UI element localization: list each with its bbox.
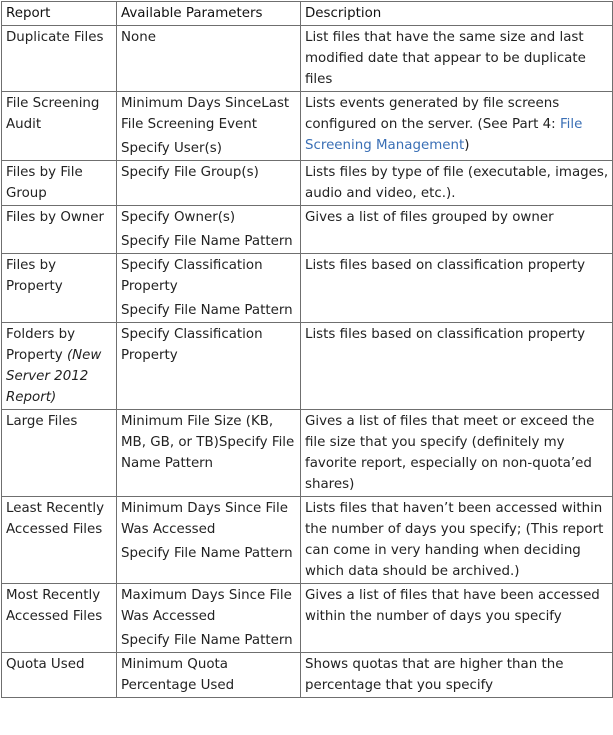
parameter-item: Specify File Name Pattern — [121, 546, 293, 561]
parameters-cell — [117, 323, 301, 410]
description-text: Lists files by type of file (executable, images, audio and video, etc.). — [305, 165, 609, 201]
report-name: Folders by Property — [6, 327, 76, 363]
description-cell — [301, 92, 613, 161]
parameter-item: Minimum File Size (KB, MB, GB, or TB)Specify File Name Pattern — [121, 414, 295, 471]
description-cell — [301, 584, 613, 653]
description-text: Gives a list of files that have been accessed within the number of days you specify — [305, 588, 600, 624]
parameter-item: Specify File Group(s) — [121, 165, 259, 180]
report-name: Files by Property — [6, 258, 63, 294]
report-cell — [2, 161, 117, 206]
table-row — [2, 323, 613, 410]
parameter-item: Minimum Days SinceLast File Screening Event — [121, 96, 290, 132]
report-note: (New Server 2012 Report) — [6, 348, 102, 405]
description-cell — [301, 26, 613, 92]
parameter-item: Specify Classification Property — [121, 258, 263, 294]
header-report: Report — [2, 2, 117, 26]
parameters-cell — [117, 26, 301, 92]
table-row — [2, 254, 613, 323]
table-row — [2, 410, 613, 497]
report-name: Large Files — [6, 414, 78, 429]
parameter-item: Specify Classification Property — [121, 327, 263, 363]
description-text: Shows quotas that are higher than the percentage that you specify — [305, 657, 564, 693]
report-cell — [2, 410, 117, 497]
description-text: Lists files that haven’t been accessed within the number of days you specify; (This report can come in very handing when deciding which data should be archived.) — [305, 501, 604, 579]
report-cell — [2, 653, 117, 698]
parameter-item: None — [121, 30, 156, 45]
table-row — [2, 26, 613, 92]
description-text: List files that have the same size and last modified date that appear to be duplicate files — [305, 30, 586, 87]
report-name: File Screening Audit — [6, 96, 100, 132]
description-text: Lists files based on classification property — [305, 327, 586, 342]
report-name: Files by Owner — [6, 210, 105, 225]
header-row — [2, 2, 613, 26]
parameters-cell — [117, 497, 301, 584]
parameter-item: Maximum Days Since File Was Accessed — [121, 588, 292, 624]
description-cell — [301, 497, 613, 584]
table-row — [2, 161, 613, 206]
parameters-cell — [117, 206, 301, 254]
report-name: Duplicate Files — [6, 30, 104, 45]
report-cell — [2, 92, 117, 161]
table-row — [2, 92, 613, 161]
report-cell — [2, 584, 117, 653]
description-text: Gives a list of files grouped by owner — [305, 210, 554, 225]
report-name: Most Recently Accessed Files — [6, 588, 103, 624]
table-row — [2, 497, 613, 584]
parameters-cell — [117, 410, 301, 497]
parameter-item: Specify File Name Pattern — [121, 234, 293, 249]
report-cell — [2, 323, 117, 410]
description-text: Gives a list of files that meet or exceed the file size that you specify (definitely my favorite report, especially on non-quota’ed shares) — [305, 414, 595, 492]
parameter-item: Specify Owner(s) — [121, 210, 236, 225]
report-cell — [2, 497, 117, 584]
description-text: Lists files based on classification property — [305, 258, 586, 273]
description-cell — [301, 410, 613, 497]
parameter-item: Minimum Quota Percentage Used — [121, 657, 235, 693]
description-cell — [301, 206, 613, 254]
parameters-cell — [117, 584, 301, 653]
reports-table — [1, 1, 613, 698]
header-description: Description — [301, 2, 613, 26]
parameters-cell — [117, 92, 301, 161]
parameter-item: Specify File Name Pattern — [121, 303, 293, 318]
report-cell — [2, 206, 117, 254]
report-cell — [2, 26, 117, 92]
parameter-item: Specify User(s) — [121, 141, 222, 156]
report-name: Quota Used — [6, 657, 85, 672]
report-name: Least Recently Accessed Files — [6, 501, 105, 537]
header-parameters: Available Parameters — [117, 2, 301, 26]
parameter-item: Specify File Name Pattern — [121, 633, 293, 648]
description-cell — [301, 161, 613, 206]
table-row — [2, 206, 613, 254]
parameters-cell — [117, 653, 301, 698]
description-text-end: ) — [464, 138, 470, 153]
description-cell — [301, 254, 613, 323]
table-row — [2, 584, 613, 653]
parameters-cell — [117, 254, 301, 323]
table-row — [2, 653, 613, 698]
description-cell — [301, 323, 613, 410]
parameter-item: Minimum Days Since File Was Accessed — [121, 501, 288, 537]
description-text: Lists events generated by file screens configured on the server. (See Part 4: — [305, 96, 560, 132]
file-screening-management-link[interactable]: File Screening Management — [305, 117, 583, 153]
parameters-cell — [117, 161, 301, 206]
description-cell — [301, 653, 613, 698]
report-cell — [2, 254, 117, 323]
report-name: Files by File Group — [6, 165, 83, 201]
